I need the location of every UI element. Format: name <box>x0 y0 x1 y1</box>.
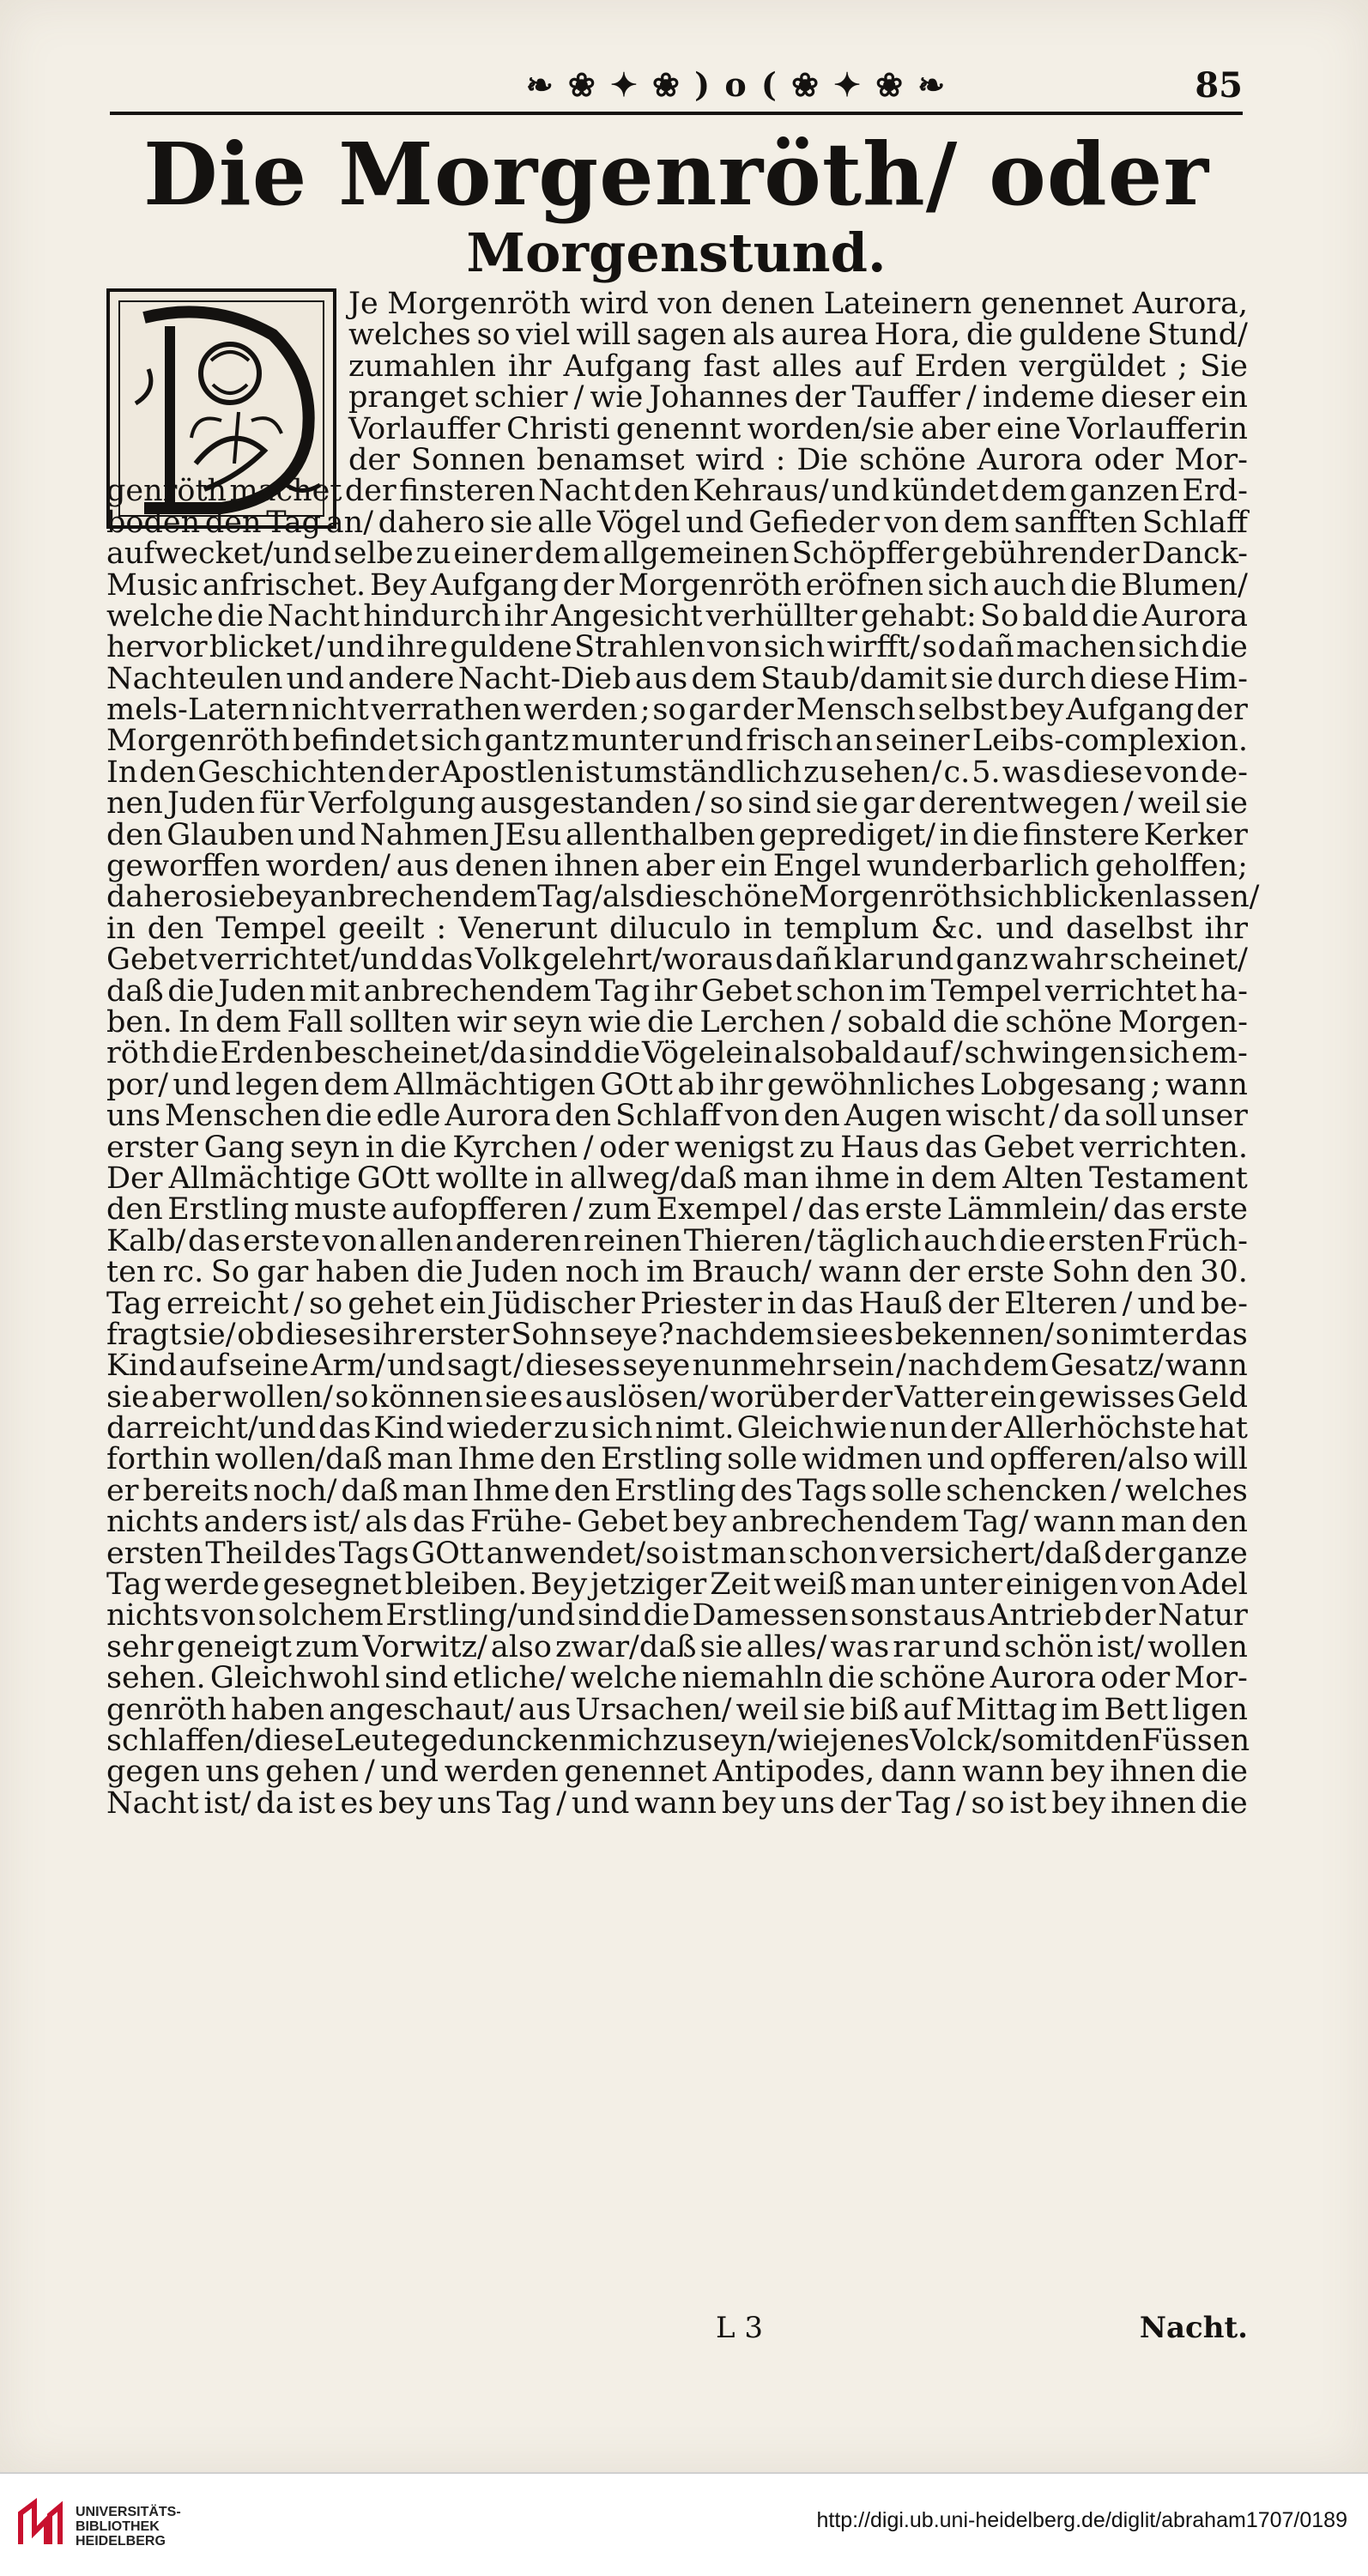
library-name-line: HEIDELBERG <box>76 2534 166 2549</box>
catchword: Nacht. <box>1139 2311 1248 2345</box>
text-line: mels-Latern nicht verrathen werden ; so gar der Mensch selbst bey Aufgang der <box>106 693 1248 728</box>
signature-mark: L 3 <box>716 2311 764 2345</box>
text-line: geworffen worden/ aus denen ihnen aber ein Engel wunderbarlich geholffen; <box>106 849 1248 884</box>
text-line: fragt sie/ ob dieses ihr erster Sohn seye? nachdem sie es bekennen/ so nimt er das <box>106 1317 1248 1352</box>
text-line: Morgenröth befindet sich gantz munter und frisch an seiner Leibs-complexion. <box>106 724 1248 759</box>
text-line: dahero sie bey anbrechendem Tag/als die schöne Morgenröth sich blicken lassen/ <box>106 880 1260 915</box>
chapter-title: Die Morgenröth/ oder <box>142 124 1210 225</box>
library-name-line: BIBLIOTHEK <box>76 2519 160 2534</box>
text-line: por/ und legen dem Allmächtigen GOtt ab ihr gewöhnliches Lobgesang ; wann <box>106 1067 1248 1102</box>
text-line: schlaffen / diese Leute geduncken mich zu seyn/ wie jenes Volck / so mit den Füssen <box>106 1723 1250 1758</box>
text-line: sehen. Gleichwohl sind etliche/ welche niemahln die schöne Aurora oder Mor- <box>106 1661 1248 1696</box>
text-line: sie aber wollen/ so können sie es auslösen/ worüber der Vatter ein gewisses Geld <box>106 1379 1248 1415</box>
library-name-line: UNIVERSITÄTS- <box>76 2505 181 2519</box>
text-line: zumahlen ihr Aufgang fast alles auf Erden vergüldet ; Sie <box>348 349 1248 384</box>
text-line: nichts von solchem Erstling/und sind die Damessen sonst aus Antrieb der Natur <box>106 1598 1248 1633</box>
library-footer-bar <box>0 2472 1368 2576</box>
text-line: Vorlauffer Christi genennt worden/sie aber eine Vorlaufferin <box>348 411 1248 446</box>
text-line: den Erstling muste aufopfferen / zum Exempel / das erste Lämmlein/ das erste <box>106 1192 1248 1227</box>
text-line: hervor blicket / und ihre guldene Strahlen von sich wirfft/ so dañ machen sich die <box>106 630 1248 665</box>
page-number: 85 <box>1195 65 1243 106</box>
page-footer <box>106 2311 1248 2345</box>
text-line: den Glauben und Nahmen JEsu allenthalben geprediget/ in die finstere Kerker <box>106 817 1248 852</box>
page-header <box>110 62 1243 113</box>
text-line: darreicht/und das Kind wieder zu sich nimt. Gleichwie nun der Allerhöchste hat <box>106 1411 1248 1446</box>
text-line: genröth machet der finsteren Nacht den Kehraus/ und kündet dem ganzen Erd- <box>106 474 1248 509</box>
text-line: ten rc. So gar haben die Juden noch im Brauch/ wann der erste Sohn den 30. <box>106 1255 1248 1290</box>
text-line: aufwecket/und selbe zu einer dem allgemeinen Schöpffer gebührender Danck- <box>106 536 1248 572</box>
text-line: er bereits noch/ daß man Ihme den Erstling des Tags solle schencken / welches <box>106 1473 1248 1508</box>
text-line: ersten Theil des Tags GOtt anwendet/so ist man schon versichert/daß der ganze <box>106 1536 1248 1571</box>
text-line: Tag erreicht / so gehet ein Jüdischer Priester in das Hauß der Elteren / und be- <box>106 1286 1248 1321</box>
text-line: in den Tempel geeilt : Venerunt diluculo in templum &c. und daselbst ihr <box>106 911 1248 946</box>
chapter-subtitle: Morgenstund. <box>466 221 887 284</box>
text-line: Gebet verrichtet/und das Volk gelehrt/woraus dañ klar und ganz wahr scheinet/ <box>106 943 1248 978</box>
text-line: der Sonnen benamset wird : Die schöne Aurora oder Mor- <box>348 442 1248 477</box>
text-line: forthin wollen/daß man Ihme den Erstling solle widmen und opfferen/also will <box>106 1442 1248 1477</box>
header-ornament: ❧ ❀ ✦ ❀ ) o ( ❀ ✦ ❀ ❧ <box>525 64 947 104</box>
text-line: Der Allmächtige GOtt wollte in allweg/daß man ihme in dem Alten Testament <box>106 1161 1248 1196</box>
text-line: ben. In dem Fall sollten wir seyn wie die Lerchen / sobald die schöne Morgen- <box>106 1004 1248 1039</box>
text-line: Je Morgenröth wird von denen Lateinern genennet Aurora, <box>348 287 1248 321</box>
text-line: daß die Juden mit anbrechendem Tag ihr Gebet schon im Tempel verrichtet ha- <box>106 973 1248 1009</box>
text-line: welches so viel will sagen als aurea Hora, die guldene Stund/ <box>348 318 1248 353</box>
text-line: Nacht ist/ da ist es bey uns Tag / und wann bey uns der Tag / so ist bey ihnen die <box>106 1785 1248 1821</box>
text-line: genröth haben angeschaut/ aus Ursachen/ weil sie biß auf Mittag im Bett ligen <box>106 1692 1248 1727</box>
text-line: nichts anders ist/ als das Frühe- Gebet bey anbrechendem Tag/ wann man den <box>106 1505 1248 1540</box>
body-text <box>106 287 1260 1821</box>
text-line: pranget schier / wie Johannes der Tauffer / indeme dieser ein <box>348 380 1248 415</box>
heidelberg-logo-icon <box>15 2498 65 2549</box>
text-line: sehr geneigt zum Vorwitz/ also zwar/daß sie alles/ was rar und schön ist/ wollen <box>106 1629 1248 1664</box>
text-line: uns Menschen die edle Aurora den Schlaff von den Augen wischt / da soll unser <box>106 1099 1248 1134</box>
text-line: röth die Erden bescheinet/da sind die Vögelein alsobald auf / schwingen sich em- <box>106 1036 1248 1071</box>
header-rule <box>110 112 1243 115</box>
permalink-url[interactable]: http://digi.ub.uni-heidelberg.de/diglit/abraham1707/0189 <box>816 2508 1347 2532</box>
text-line: Tag werde gesegnet bleiben. Bey jetziger Zeit weiß man unter einigen von Adel <box>106 1567 1248 1603</box>
text-line: Nachteulen und andere Nacht-Dieb aus dem Staub/damit sie durch diese Him- <box>106 661 1248 696</box>
text-line: nen Juden für Verfolgung ausgestanden / so sind sie gar derentwegen / weil sie <box>106 786 1248 821</box>
text-line: boden den Tag an/ dahero sie alle Vögel und Gefieder von dem sanfften Schlaff <box>106 505 1248 540</box>
text-line: welche die Nacht hindurch ihr Angesicht verhüllter gehabt: So bald die Aurora <box>106 598 1248 633</box>
text-line: Music anfrischet. Bey Aufgang der Morgenröth eröfnen sich auch die Blumen/ <box>106 567 1248 603</box>
text-line: In den Geschichten der Apostlen ist umständlich zu sehen / c. 5. was diese von de- <box>106 755 1248 790</box>
library-name <box>76 2505 181 2549</box>
text-line: gegen uns gehen / und werden genennet Antipodes, dann wann bey ihnen die <box>106 1755 1248 1790</box>
text-line: Kalb/ das erste von allen anderen reinen Thieren / täglich auch die ersten Früch- <box>106 1223 1248 1258</box>
text-line: erster Gang seyn in die Kyrchen / oder wenigst zu Haus das Gebet verrichten. <box>106 1130 1248 1165</box>
text-line: Kind auf seine Arm/ und sagt / dieses seye nunmehr sein / nach dem Gesatz/ wann <box>106 1349 1248 1384</box>
